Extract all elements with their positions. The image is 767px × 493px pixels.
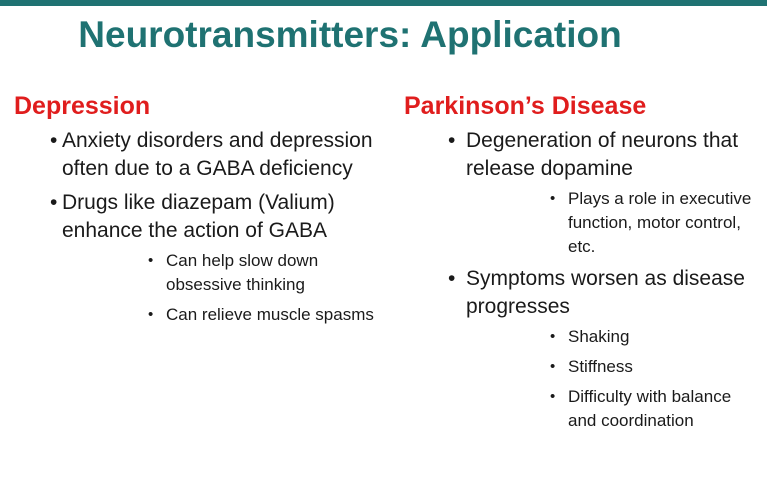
sub-bullet-list: [466, 325, 759, 433]
sub-bullet-text: Stiffness: [568, 357, 633, 376]
bullet-text: Anxiety disorders and depression often due to a GABA deficiency: [62, 129, 373, 180]
bullet-dot-icon: •: [148, 252, 154, 269]
bullet-dot-icon: •: [550, 358, 556, 375]
sub-bullet-item: [466, 325, 759, 349]
bullet-dot-icon: •: [550, 328, 556, 345]
sub-bullet-item: [62, 303, 389, 327]
depression-heading: Depression: [14, 92, 151, 120]
sub-bullet-list: [466, 187, 759, 259]
bullet-dot-icon: •: [448, 267, 456, 290]
slide-title: Neurotransmitters: Application: [78, 14, 622, 55]
bullet-text: Symptoms worsen as disease progresses: [466, 267, 745, 318]
sub-bullet-item: [466, 355, 759, 379]
bullet-text: Degeneration of neurons that release dopamine: [466, 129, 739, 180]
bullet-item: [14, 189, 389, 327]
sub-bullet-text: Difficulty with balance and coordination: [568, 387, 732, 430]
bullet-dot-icon: •: [148, 306, 154, 323]
bullet-dot-icon: •: [50, 191, 58, 214]
bullet-dot-icon: •: [448, 129, 456, 152]
depression-bullet-list: [14, 127, 389, 327]
bullet-dot-icon: •: [550, 388, 556, 405]
bullet-dot-icon: •: [550, 190, 556, 207]
sub-bullet-list: [62, 249, 389, 327]
sub-bullet-item: [466, 385, 759, 433]
sub-bullet-item: [62, 249, 389, 297]
sub-bullet-text: Can relieve muscle spasms: [166, 305, 374, 324]
sub-bullet-text: Plays a role in executive function, motor control, etc.: [568, 189, 752, 256]
bullet-item: [404, 265, 759, 433]
bullet-item: [404, 127, 759, 259]
top-accent-bar: [0, 0, 767, 6]
parkinsons-column: [404, 92, 759, 439]
sub-bullet-text: Can help slow down obsessive thinking: [166, 251, 319, 294]
sub-bullet-text: Shaking: [568, 327, 630, 346]
depression-column: [14, 92, 389, 333]
bullet-text: Drugs like diazepam (Valium) enhance the action of GABA: [62, 191, 335, 242]
bullet-item: [14, 127, 389, 183]
bullet-dot-icon: •: [50, 129, 58, 152]
parkinsons-bullet-list: [404, 127, 759, 433]
parkinsons-heading: Parkinson’s Disease: [404, 92, 647, 120]
sub-bullet-item: [466, 187, 759, 259]
